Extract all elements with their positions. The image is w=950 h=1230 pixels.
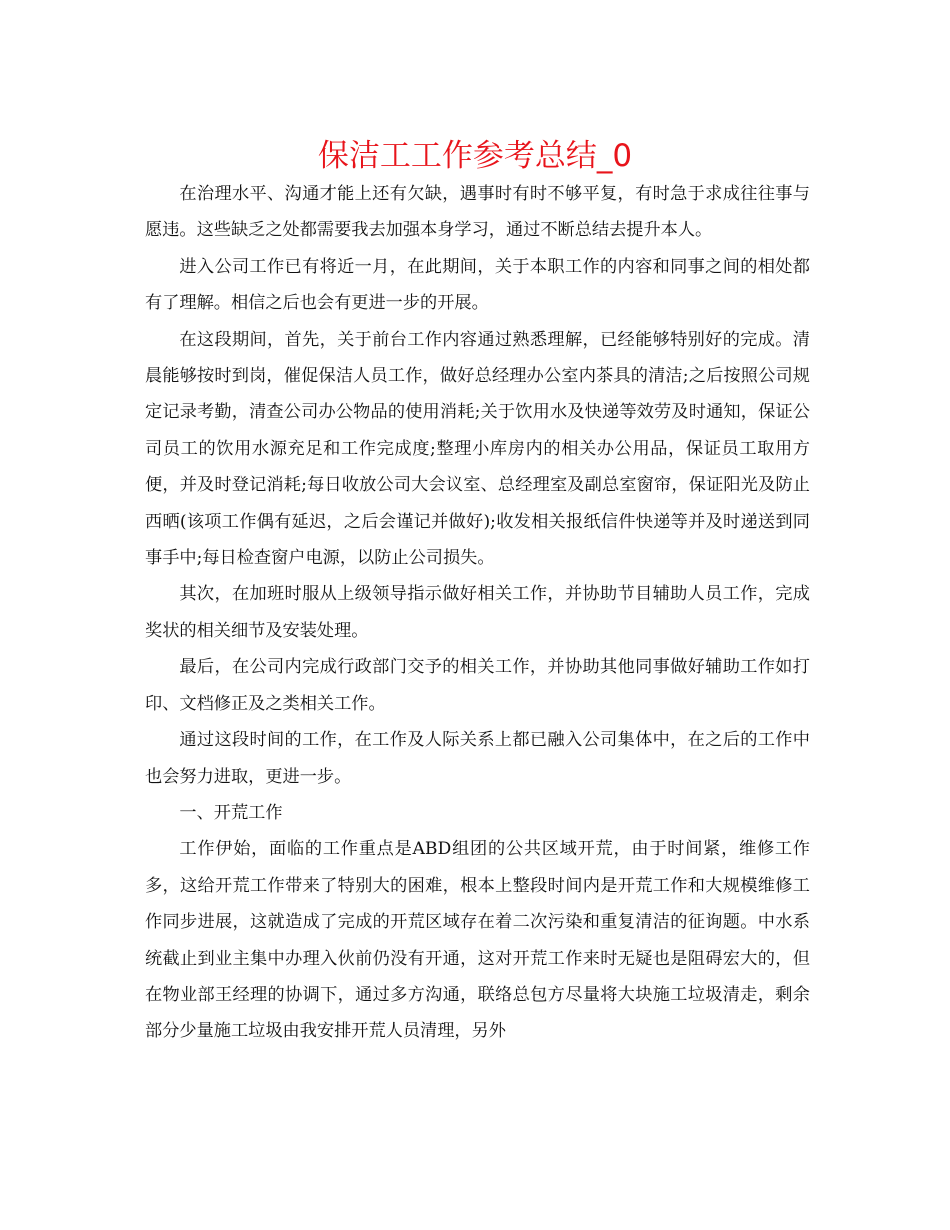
document-body — [145, 176, 810, 1050]
paragraph: 工作伊始，面临的工作重点是ABD组团的公共区域开荒，由于时间紧，维修工作多，这给开荒工作带来了特别大的困难，根本上整段时间内是开荒工作和大规模维修工作同步进展，这就造成了完成的开荒区域存在着二次污染和重复清洁的征询题。中水系统截止到业主集中办理入伙前仍没有开通，这对开荒工作来时无疑也是阻碍宏大的，但在物业部王经理的协调下，通过多方沟通，联络总包方尽量将大块施工垃圾清走，剩余部分少量施工垃圾由我安排开荒人员清理，另外 — [145, 839, 810, 1042]
paragraph: 通过这段时间的工作，在工作及人际关系上都已融入公司集体中，在之后的工作中也会努力进取，更进一步。 — [145, 730, 810, 787]
paragraph: 在这段期间，首先，关于前台工作内容通过熟悉理解，已经能够特别好的完成。清晨能够按时到岗，催促保洁人员工作，做好总经理办公室内茶具的清洁;之后按照公司规定记录考勤，清查公司办公物品的使用消耗;关于饮用水及快递等效劳及时通知，保证公司员工的饮用水源充足和工作完成度;整理小库房内的相关办公用品，保证员工取用方便，并及时登记消耗;每日收放公司大会议室、总经理室及副总室窗帘，保证阳光及防止西晒(该项工作偶有延迟，之后会谨记并做好);收发相关报纸信件快递等并及时递送到同事手中;每日检查窗户电源，以防止公司损失。 — [145, 329, 810, 569]
paragraph: 最后，在公司内完成行政部门交予的相关工作，并协助其他同事做好辅助工作如打印、文档修正及之类相关工作。 — [145, 657, 810, 714]
paragraph: 在治理水平、沟通才能上还有欠缺，遇事时有时不够平复，有时急于求成往往事与愿违。这些缺乏之处都需要我去加强本身学习，通过不断总结去提升本人。 — [145, 184, 810, 241]
paragraph: 进入公司工作已有将近一月，在此期间，关于本职工作的内容和同事之间的相处都有了理解。相信之后也会有更进一步的开展。 — [145, 256, 810, 314]
section-heading: 一、开荒工作 — [179, 802, 283, 823]
document-title: 保洁工工作参考总结_0 — [317, 138, 633, 174]
paragraph: 其次，在加班时服从上级领导指示做好相关工作，并协助节目辅助人员工作，完成奖状的相关细节及安装处理。 — [145, 584, 810, 641]
